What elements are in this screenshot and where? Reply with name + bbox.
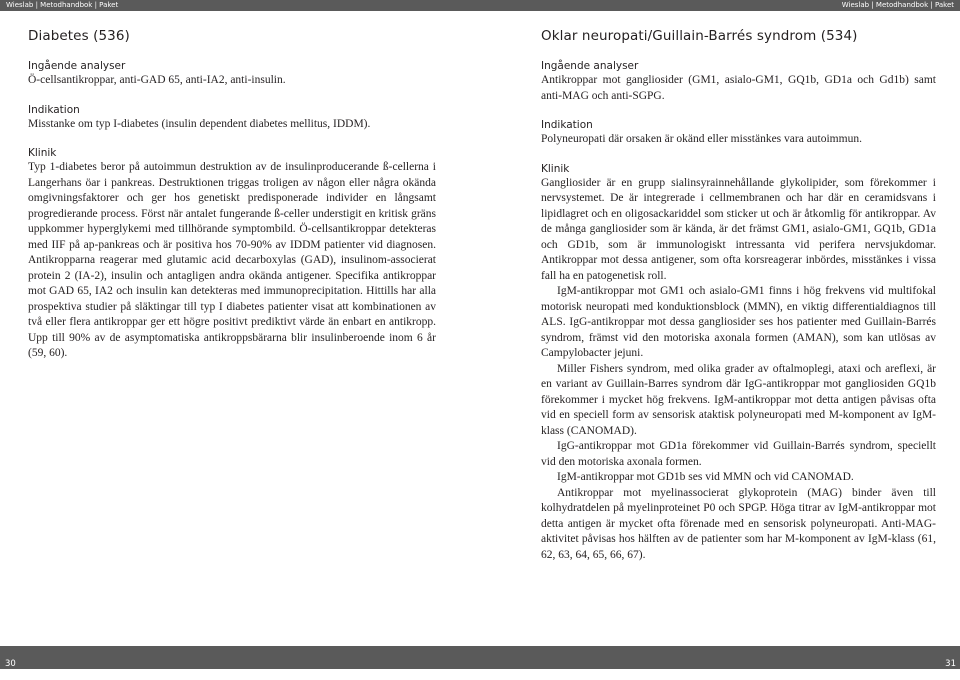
neuropathy-clinic-heading: Klinik <box>541 162 570 175</box>
diabetes-indication-heading: Indikation <box>28 103 80 116</box>
neuropathy-indication-heading: Indikation <box>541 119 593 131</box>
neuropathy-clinic-paragraph: Miller Fishers syndrom, med olika grader av oftalmoplegi, ataxi och areflexi, är en variant av Guillain-Barres syndrom där IgG-antikroppar mot gangliosiden GQ1b förekommer i mycket hög frekvens. IgM-antikroppar mot detta antigen påvisas ofta vid en speciell form av sensorisk ataktisk polyneuropati med M-komponent av IgM-klass (CANOMAD). <box>541 362 936 437</box>
neuropathy-clinic-paragraph: IgM-antikroppar mot GD1b ses vid MMN och vid CANOMAD. <box>557 471 854 483</box>
neuropathy-analyses-heading: Ingående analyser <box>541 60 639 72</box>
right-header-text: Wieslab | Metodhandbok | Paket <box>841 1 954 9</box>
diabetes-analyses-text: Ö-cellsantikroppar, anti-GAD 65, anti-IA2, anti-insulin. <box>28 74 286 86</box>
left-header-text: Wieslab | Metodhandbok | Paket <box>6 1 119 9</box>
left-page-number: 30 <box>5 659 16 669</box>
neuropathy-title: Oklar neuropati/Guillain-Barrés syndrom (534) <box>541 28 858 44</box>
diabetes-analyses-heading: Ingående analyser <box>28 60 126 72</box>
diabetes-indication-text: Misstanke om typ I-diabetes (insulin dependent diabetes mellitus, IDDM). <box>28 117 371 130</box>
right-page-number: 31 <box>945 659 956 669</box>
left-page-column <box>28 28 436 362</box>
neuropathy-clinic-paragraph: IgM-antikroppar mot GM1 och asialo-GM1 finns i hög frekvens vid multifokal motorisk neuropati med konduktionsblock (MMN), en viktig differentialdiagnos till ALS. IgG-antikroppar mot dessa gangliosider ses hos patienter med Guillain-Barrés syndrom, främst vid den motoriska axonala formen (AMAN), som kan utlösas av Campylobacter jejuni. <box>541 285 936 359</box>
neuropathy-clinic-paragraph: Gangliosider är en grupp sialinsyrainnehållande glykolipider, som förekommer i nervsystemet. De är integrerade i cellmembranen och har där en ceramidsvans i lipidlagret och en oligosackariddel som sticker ut och är åtkomlig för antikroppar. Av de många gangliosider som är kända, är det främst GM1, asialo-GM1, GQ1b, GD1a och GD1b, som är immunologiskt intressanta vid perifera nervsjukdomar. Antikroppar mot dessa antigener, som ofta korsreagerar inbördes, misstänkes i vissa fall ha en patogenetisk roll. <box>541 176 936 282</box>
right-page-footer <box>480 646 960 669</box>
neuropathy-clinic-paragraph: IgG-antikroppar mot GD1a förekommer vid Guillain-Barrés syndrom, speciellt vid den motoriska axonala formen. <box>541 440 936 468</box>
neuropathy-clinic-paragraph: Antikroppar mot myelinassocierat glykoprotein (MAG) binder även till kolhydratdelen på myelinproteinet P0 och SPGP. Höga titrar av IgM-antikroppar mot detta antigen är mycket ofta förenade med en sensorisk polyneuropati. Anti-MAG-aktivitet påvisas hos hälften av de patienter som har M-komponent av IgM-klass (61, 62, 63, 64, 65, 66, 67). <box>541 486 936 561</box>
neuropathy-indication-text: Polyneuropati där orsaken är okänd eller misstänkes vara autoimmun. <box>541 133 862 145</box>
left-page-header <box>0 0 480 11</box>
neuropathy-analyses-text: Antikroppar mot gangliosider (GM1, asialo-GM1, GQ1b, GD1a och Gd1b) samt anti-MAG och anti-SGPG. <box>541 74 936 102</box>
diabetes-title: Diabetes (536) <box>28 28 130 44</box>
diabetes-clinic-text: Typ 1-diabetes beror på autoimmun destruktion av de insulinproducerande ß-cellerna i Langerhans öar i pankreas. Destruktionen triggas troligen av någon eller några okända omgivningsfaktorer och ger hos genetiskt predisponerade individer en långsamt progredierande process. Först när antalet fungerande ß-celler understigit en kritisk gräns uppkommer hyperglykemi med tillhörande symptombild. Ö-cellsantikroppar detekteras med IIF på ap-pankreas och är positiva hos 70-90% av IDDM patienter vid diagnosen. Antikropparna reagerar med glutamic acid decarboxylas (GAD), insulinom-associerat protein 2 (IA-2), insulin och antagligen andra okända antigener. Specifika antikroppar mot GAD 65, IA2 och insulin kan detekteras med immunoprecipitation. Hittills har alla prospektiva studier på släktingar till typ I diabetes patienter visat att kombinationen av två eller flera antikroppar ger ett högre positivt prediktivt värde än enbart en antikropp. Upp till 90% av de asymptomatiska antikroppsbärarna blir insulinberoende inom 6 år (59, 60). <box>28 161 436 359</box>
right-page-column <box>541 28 936 563</box>
left-page-footer <box>0 646 480 669</box>
right-page-header <box>480 0 960 11</box>
diabetes-clinic-heading: Klinik <box>28 147 57 159</box>
